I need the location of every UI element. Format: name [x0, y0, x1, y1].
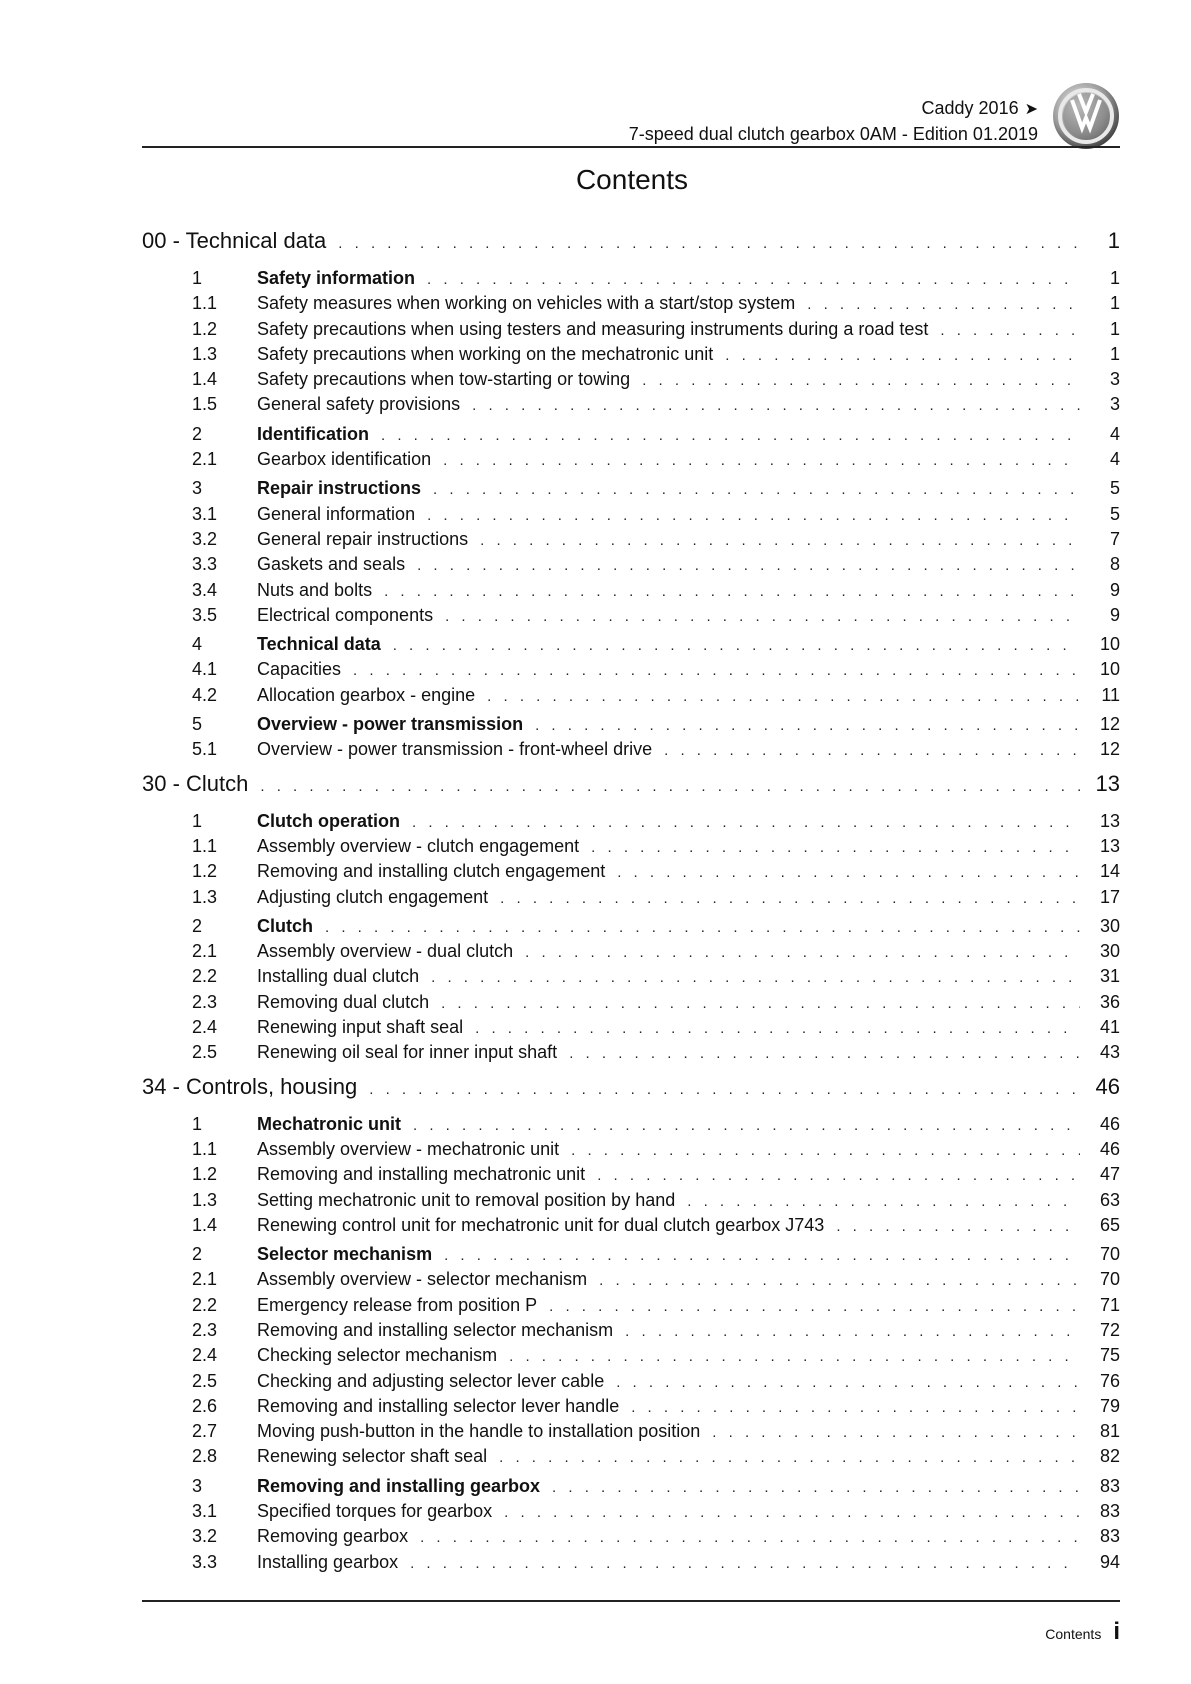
entry-page: 7: [1109, 528, 1120, 549]
page-footer: [1045, 1618, 1120, 1646]
table-of-contents: [142, 228, 1120, 1577]
entry-page: 65: [1099, 1214, 1120, 1235]
entry-title: Assembly overview - clutch engagement: [257, 835, 580, 856]
entry-number: 2.5: [192, 1370, 218, 1391]
entry-number: 2: [192, 915, 203, 936]
toc-entry[interactable]: [142, 1396, 1120, 1421]
entry-page: 72: [1099, 1319, 1120, 1340]
entry-title: General safety provisions: [257, 394, 461, 415]
dot-leader: [631, 1399, 1080, 1416]
entry-page: 46: [1099, 1113, 1120, 1134]
entry-number: 3.3: [192, 554, 218, 575]
dot-leader: [725, 347, 1080, 364]
entry-page: 1: [1109, 318, 1120, 339]
toc-section[interactable]: [142, 424, 1120, 449]
toc-entry[interactable]: [142, 1190, 1120, 1215]
entry-page: 3: [1109, 394, 1120, 415]
entry-title: Removing and installing selector mechanism: [257, 1319, 614, 1340]
entry-page: 17: [1099, 886, 1120, 907]
dot-leader: [413, 1117, 1080, 1134]
toc-entry[interactable]: [142, 344, 1120, 369]
entry-page: 81: [1099, 1421, 1120, 1442]
dot-leader: [412, 814, 1080, 831]
dot-leader: [417, 557, 1080, 574]
entry-title: Overview - power transmission: [257, 714, 524, 735]
entry-title: Renewing oil seal for inner input shaft: [257, 1042, 558, 1063]
entry-number: 2.8: [192, 1446, 218, 1467]
entry-page: 71: [1099, 1294, 1120, 1315]
entry-title: General repair instructions: [257, 528, 469, 549]
entry-page: 12: [1099, 739, 1120, 760]
entry-number: 2.3: [192, 1319, 218, 1340]
dot-leader: [338, 235, 1080, 252]
entry-number: 4.1: [192, 659, 218, 680]
entry-page: 12: [1099, 714, 1120, 735]
dot-leader: [475, 1020, 1080, 1037]
header-model-line: [629, 96, 1038, 122]
arrow-icon: ➤: [1024, 101, 1038, 118]
entry-title: Removing gearbox: [257, 1526, 409, 1547]
entry-title: Moving push-button in the handle to installation position: [257, 1421, 701, 1442]
dot-leader: [642, 372, 1080, 389]
toc-entry[interactable]: [142, 1371, 1120, 1396]
toc-entry[interactable]: [142, 580, 1120, 605]
entry-number: 1.2: [192, 861, 218, 882]
dot-leader: [393, 637, 1080, 654]
entry-number: 1.4: [192, 1214, 218, 1235]
dot-leader: [427, 507, 1080, 524]
entry-page: 47: [1099, 1164, 1120, 1185]
toc-chapter[interactable]: [142, 1074, 1120, 1110]
entry-number: 3.5: [192, 604, 218, 625]
dot-leader: [509, 1348, 1080, 1365]
toc-section[interactable]: [142, 811, 1120, 836]
dot-leader: [433, 481, 1080, 498]
entry-number: 1.2: [192, 318, 218, 339]
entry-title: Technical data: [257, 634, 381, 655]
entry-title: Removing and installing clutch engagement: [257, 861, 606, 882]
entry-page: 79: [1099, 1395, 1120, 1416]
chapter-title: 00 - Technical data: [142, 228, 327, 253]
entry-title: Clutch operation: [257, 810, 400, 831]
entry-page: 11: [1101, 684, 1120, 705]
entry-title: Safety precautions when tow-starting or towing: [257, 369, 631, 390]
entry-title: Capacities: [257, 659, 342, 680]
entry-number: 5: [192, 714, 203, 735]
dot-leader: [599, 1272, 1080, 1289]
dot-leader: [384, 583, 1080, 600]
dot-leader: [597, 1167, 1080, 1184]
entry-title: Assembly overview - dual clutch: [257, 941, 514, 962]
vw-logo-icon: [1052, 82, 1120, 150]
toc-entry[interactable]: [142, 836, 1120, 861]
dot-leader: [940, 322, 1080, 339]
entry-page: 5: [1109, 503, 1120, 524]
header-rule: [142, 146, 1120, 148]
toc-entry[interactable]: [142, 659, 1120, 684]
toc-entry[interactable]: [142, 1215, 1120, 1240]
entry-number: 1.4: [192, 369, 218, 390]
entry-number: 1.2: [192, 1164, 218, 1185]
entry-page: 1: [1109, 268, 1120, 288]
entry-page: 31: [1099, 966, 1120, 987]
toc-entry[interactable]: [142, 966, 1120, 991]
footer-page-number: i: [1113, 1618, 1120, 1645]
toc-section[interactable]: [142, 1114, 1120, 1139]
entry-number: 4.2: [192, 684, 218, 705]
toc-chapter[interactable]: [142, 771, 1120, 807]
dot-leader: [431, 969, 1080, 986]
dot-leader: [420, 1529, 1080, 1546]
entry-number: 2.6: [192, 1395, 218, 1416]
dot-leader: [616, 1374, 1080, 1391]
entry-page: 10: [1099, 634, 1120, 655]
entry-title: Adjusting clutch engagement: [257, 886, 489, 907]
toc-entry[interactable]: [142, 1295, 1120, 1320]
footer-label: Contents: [1045, 1626, 1102, 1642]
toc-entry[interactable]: [142, 1269, 1120, 1294]
page-header: [142, 82, 1120, 146]
entry-page: 75: [1099, 1345, 1120, 1366]
toc-entry[interactable]: [142, 1421, 1120, 1446]
entry-title: Removing and installing selector lever handle: [257, 1395, 620, 1416]
entry-number: 2.1: [192, 941, 218, 962]
toc-entry[interactable]: [142, 992, 1120, 1017]
entry-page: 10: [1099, 659, 1120, 680]
toc-entry[interactable]: [142, 554, 1120, 579]
entry-number: 1.5: [192, 394, 218, 415]
entry-title: Clutch: [257, 915, 313, 936]
entry-title: Checking selector mechanism: [257, 1345, 498, 1366]
footer-rule: [142, 1600, 1120, 1602]
dot-leader: [369, 1081, 1080, 1098]
entry-number: 1.1: [192, 1138, 218, 1159]
entry-page: 9: [1109, 604, 1120, 625]
toc-entry[interactable]: [142, 1552, 1120, 1577]
dot-leader: [525, 944, 1080, 961]
toc-entry[interactable]: [142, 319, 1120, 344]
entry-page: 30: [1099, 915, 1120, 936]
entry-title: Installing dual clutch: [257, 966, 420, 987]
header-text: [629, 96, 1038, 146]
entry-number: 3.2: [192, 1526, 218, 1547]
toc-entry[interactable]: [142, 504, 1120, 529]
dot-leader: [487, 688, 1080, 705]
entry-title: Emergency release from position P: [257, 1294, 538, 1315]
entry-page: 83: [1099, 1501, 1120, 1522]
entry-page: 14: [1099, 861, 1120, 882]
entry-title: Repair instructions: [257, 478, 422, 499]
entry-title: Setting mechatronic unit to removal position by hand: [257, 1189, 676, 1210]
entry-number: 3: [192, 478, 203, 499]
entry-title: Removing dual clutch: [257, 991, 430, 1012]
entry-page: 13: [1099, 810, 1120, 831]
entry-title: Specified torques for gearbox: [257, 1501, 493, 1522]
toc-section[interactable]: [142, 714, 1120, 739]
dot-leader: [480, 532, 1080, 549]
entry-title: Removing and installing gearbox: [257, 1475, 541, 1496]
toc-section[interactable]: [142, 478, 1120, 503]
entry-number: 1.3: [192, 1189, 218, 1210]
entry-number: 2.5: [192, 1042, 218, 1063]
toc-section[interactable]: [142, 1476, 1120, 1501]
entry-page: 43: [1099, 1042, 1120, 1063]
entry-number: 5.1: [192, 739, 218, 760]
entry-number: 3: [192, 1475, 203, 1496]
toc-entry[interactable]: [142, 1017, 1120, 1042]
entry-title: Gearbox identification: [257, 449, 432, 470]
entry-number: 3.4: [192, 579, 218, 600]
toc-entry[interactable]: [142, 605, 1120, 630]
entry-page: 13: [1099, 835, 1120, 856]
toc-entry[interactable]: [142, 369, 1120, 394]
dot-leader: [504, 1504, 1080, 1521]
dot-leader: [441, 995, 1080, 1012]
entry-number: 2.1: [192, 449, 218, 470]
entry-page: 4: [1109, 423, 1120, 444]
entry-title: Nuts and bolts: [257, 579, 373, 600]
entry-title: Safety precautions when working on the mechatronic unit: [257, 343, 714, 364]
entry-page: 4: [1109, 449, 1120, 470]
entry-title: Selector mechanism: [257, 1244, 433, 1265]
entry-page: 63: [1099, 1189, 1120, 1210]
entry-page: 82: [1099, 1446, 1120, 1467]
entry-number: 2: [192, 423, 203, 444]
entry-title: Checking and adjusting selector lever cable: [257, 1370, 605, 1391]
entry-number: 2.4: [192, 1017, 218, 1038]
dot-leader: [591, 839, 1080, 856]
header-model: Caddy 2016: [921, 98, 1019, 118]
entry-title: Removing and installing mechatronic unit: [257, 1164, 586, 1185]
entry-number: 2.7: [192, 1421, 218, 1442]
entry-number: 1.1: [192, 293, 218, 314]
dot-leader: [353, 662, 1080, 679]
page-title: Contents: [575, 164, 689, 195]
chapter-title: 34 - Controls, housing: [142, 1073, 358, 1099]
entry-number: 1: [192, 810, 203, 831]
dot-leader: [712, 1424, 1080, 1441]
dot-leader: [552, 1479, 1080, 1496]
entry-page: 94: [1099, 1551, 1120, 1572]
dot-leader: [472, 397, 1080, 414]
entry-page: 3: [1109, 369, 1120, 390]
header-subtitle: 7-speed dual clutch gearbox 0AM - Edition 01.2019: [628, 124, 1038, 144]
toc-entry[interactable]: [142, 941, 1120, 966]
toc-entry[interactable]: [142, 1526, 1120, 1551]
entry-page: 1: [1109, 293, 1120, 314]
entry-page: 76: [1099, 1370, 1120, 1391]
chapter-page: 46: [1095, 1073, 1120, 1099]
dot-leader: [444, 1247, 1080, 1264]
entry-number: 1: [192, 268, 203, 288]
toc-entry[interactable]: [142, 1501, 1120, 1526]
entry-number: 3.1: [192, 503, 218, 524]
entry-title: Allocation gearbox - engine: [257, 684, 476, 705]
dot-leader: [836, 1218, 1080, 1235]
entry-page: 5: [1109, 478, 1120, 499]
entry-title: Overview - power transmission - front-wheel drive: [257, 739, 653, 760]
entry-title: Safety information: [257, 268, 416, 288]
dot-leader: [445, 608, 1080, 625]
entry-number: 3.1: [192, 1501, 218, 1522]
chapter-page: 13: [1095, 770, 1120, 796]
entry-number: 2.2: [192, 1294, 218, 1315]
toc-entry[interactable]: [142, 1446, 1120, 1471]
dot-leader: [569, 1045, 1080, 1062]
entry-page: 41: [1099, 1017, 1120, 1038]
entry-number: 2.3: [192, 991, 218, 1012]
dot-leader: [325, 919, 1080, 936]
toc-section[interactable]: [142, 916, 1120, 941]
entry-page: 30: [1099, 941, 1120, 962]
toc-section[interactable]: [142, 1244, 1120, 1269]
toc-entry[interactable]: [142, 394, 1120, 419]
entry-title: Safety precautions when using testers and measuring instruments during a road test: [257, 318, 929, 339]
toc-entry[interactable]: [142, 449, 1120, 474]
entry-number: 1.3: [192, 886, 218, 907]
dot-leader: [500, 890, 1080, 907]
entry-number: 3.3: [192, 1551, 218, 1572]
toc-entry[interactable]: [142, 685, 1120, 710]
toc-entry[interactable]: [142, 739, 1120, 764]
entry-title: Assembly overview - mechatronic unit: [257, 1138, 560, 1159]
entry-title: Safety measures when working on vehicles with a start/stop system: [257, 293, 796, 314]
entry-page: 9: [1109, 579, 1120, 600]
dot-leader: [664, 742, 1080, 759]
toc-entry[interactable]: [142, 529, 1120, 554]
dot-leader: [499, 1449, 1080, 1466]
toc-entry[interactable]: [142, 861, 1120, 886]
dot-leader: [549, 1298, 1080, 1315]
entry-title: Identification: [257, 423, 369, 444]
entry-title: Renewing input shaft seal: [257, 1017, 464, 1038]
entry-page: 8: [1109, 554, 1120, 575]
entry-page: 83: [1099, 1475, 1120, 1496]
entry-number: 2: [192, 1244, 203, 1265]
entry-number: 2.2: [192, 966, 218, 987]
toc-section[interactable]: [142, 268, 1120, 293]
entry-number: 1: [192, 1113, 203, 1134]
entry-page: 70: [1099, 1244, 1120, 1265]
entry-title: Renewing selector shaft seal: [257, 1446, 488, 1467]
chapter-page: 1: [1107, 228, 1120, 253]
entry-page: 70: [1099, 1269, 1120, 1290]
dot-leader: [443, 452, 1080, 469]
entry-number: 4: [192, 634, 203, 655]
entry-title: Electrical components: [257, 604, 434, 625]
toc-section[interactable]: [142, 634, 1120, 659]
dot-leader: [427, 271, 1080, 288]
entry-number: 1.1: [192, 835, 218, 856]
entry-page: 1: [1109, 343, 1120, 364]
toc-entry[interactable]: [142, 1042, 1120, 1067]
entry-title: General information: [257, 503, 416, 524]
entry-page: 36: [1099, 991, 1120, 1012]
entry-number: 2.1: [192, 1269, 218, 1290]
entry-page: 46: [1099, 1138, 1120, 1159]
dot-leader: [807, 296, 1080, 313]
dot-leader: [687, 1193, 1080, 1210]
entry-title: Assembly overview - selector mechanism: [257, 1269, 588, 1290]
entry-title: Gaskets and seals: [257, 554, 406, 575]
entry-number: 2.4: [192, 1345, 218, 1366]
chapter-title: 30 - Clutch: [142, 770, 249, 796]
toc-entry[interactable]: [142, 1320, 1120, 1345]
entry-title: Renewing control unit for mechatronic unit for dual clutch gearbox J743: [257, 1214, 825, 1235]
entry-number: 1.3: [192, 343, 218, 364]
dot-leader: [381, 427, 1080, 444]
dot-leader: [617, 864, 1080, 881]
toc-chapter[interactable]: [142, 228, 1120, 264]
entry-title: Mechatronic unit: [257, 1113, 402, 1134]
dot-leader: [260, 778, 1080, 795]
toc-entry[interactable]: [142, 1164, 1120, 1189]
dot-leader: [625, 1323, 1080, 1340]
dot-leader: [535, 717, 1080, 734]
toc-entry[interactable]: [142, 1139, 1120, 1164]
dot-leader: [571, 1142, 1080, 1159]
toc-entry[interactable]: [142, 293, 1120, 318]
dot-leader: [410, 1555, 1080, 1572]
entry-title: Installing gearbox: [257, 1551, 399, 1572]
toc-entry[interactable]: [142, 887, 1120, 912]
entry-number: 3.2: [192, 528, 218, 549]
toc-entry[interactable]: [142, 1345, 1120, 1370]
entry-page: 83: [1099, 1526, 1120, 1547]
